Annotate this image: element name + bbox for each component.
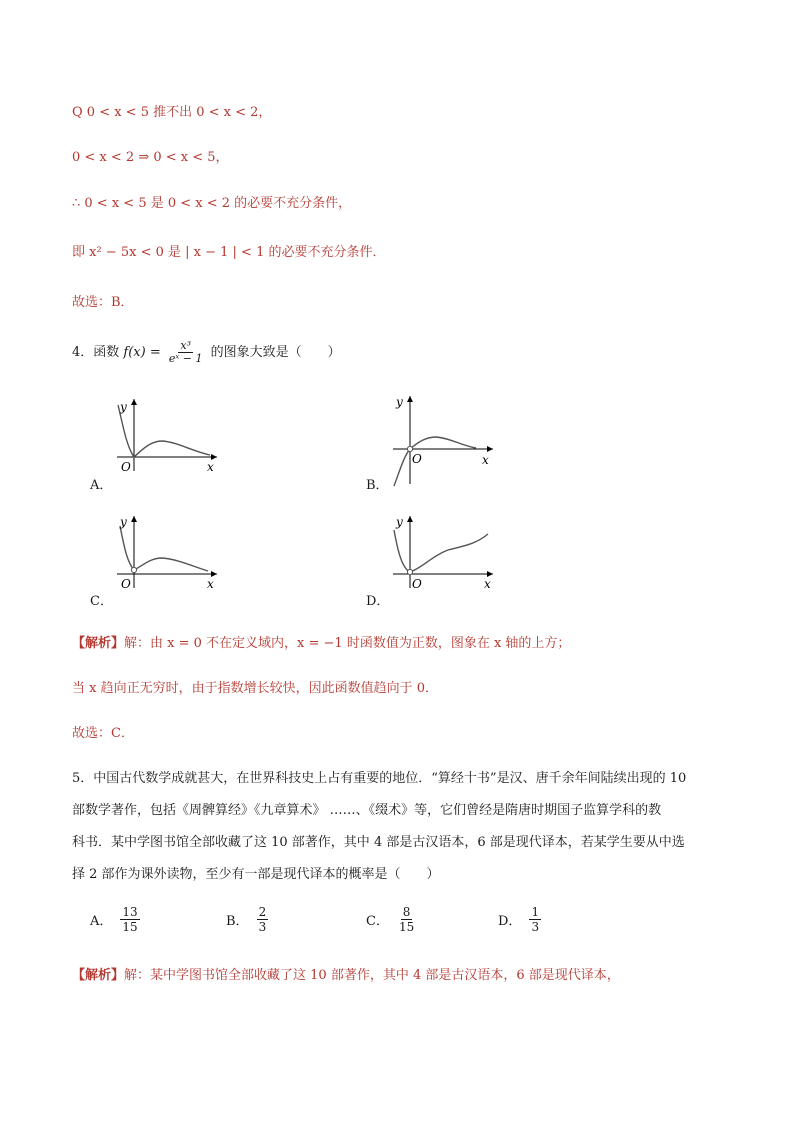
solution-line-3: ∴ 0 < x < 5 是 0 < x < 2 的必要不充分条件， — [72, 196, 352, 211]
question-4-stem — [72, 340, 341, 365]
q5-choice-c — [366, 905, 418, 934]
solution-answer: 故选：B． — [72, 295, 134, 310]
curve — [394, 437, 476, 486]
curve — [120, 526, 208, 571]
x-label: x — [484, 577, 491, 591]
graph-option-a — [112, 395, 222, 475]
choice-fraction — [120, 905, 139, 934]
choice-fraction — [257, 905, 269, 934]
q4-func-numerator: x³ — [180, 339, 191, 352]
choice-fraction — [529, 905, 541, 934]
analysis-tag: 【解析】 — [72, 968, 125, 983]
denominator: 15 — [398, 920, 415, 934]
denominator: 3 — [531, 920, 540, 934]
x-label: x — [482, 453, 489, 467]
option-a-label: A． — [90, 478, 113, 493]
solution-line-1: Q 0 < x < 5 推不出 0 < x < 2， — [72, 105, 272, 120]
graph-option-c — [112, 512, 222, 592]
question-5-line-1: 5．中国古代数学成就甚大，在世界科技史上占有重要的地位．“算经十书”是汉、唐千余年间陆续出现的 10 — [72, 771, 687, 786]
choice-label: A． — [90, 914, 113, 929]
graph-option-b — [388, 392, 498, 488]
analysis-text: 解：由 x = 0 不在定义域内，x = −1 时函数值为正数，图象在 x 轴的上方； — [124, 636, 571, 651]
q5-choice-a — [90, 905, 142, 934]
q4-func-fraction — [167, 340, 205, 365]
q5-analysis-line-1 — [72, 967, 620, 985]
q5-choice-b — [226, 905, 270, 934]
numerator: 8 — [402, 905, 411, 919]
denominator: 3 — [258, 920, 267, 934]
q4-suffix: 的图象大致是（ ） — [210, 345, 341, 360]
y-label: y — [396, 395, 403, 409]
y-label: y — [120, 515, 127, 529]
analysis-text: 解：某中学图书馆全部收藏了这 10 部著作，其中 4 部是古汉语本，6 部是现代译本， — [124, 968, 620, 983]
q5-choice-d — [498, 905, 543, 934]
choice-label: C． — [366, 914, 389, 929]
curve — [394, 530, 488, 572]
q4-analysis-answer: 故选：C． — [72, 726, 134, 741]
question-5-line-3: 科书．某中学图书馆全部收藏了这 10 部著作，其中 4 部是古汉语本，6 部是现代译本，若某学生要从中选 — [72, 835, 685, 850]
choice-fraction — [397, 905, 416, 934]
y-label: y — [396, 515, 403, 529]
x-label: x — [207, 460, 214, 474]
solution-line-4: 即 x² − 5x < 0 是 | x − 1 | < 1 的必要不充分条件． — [72, 245, 386, 260]
question-5-line-2: 部数学著作，包括《周髀算经》《九章算术》 ……、《缀术》等，它们曾经是隋唐时期国子监算学科的教 — [72, 803, 662, 818]
y-axis-arrow — [131, 516, 137, 522]
option-c-label: C． — [90, 594, 113, 609]
question-5-line-4: 择 2 部作为课外读物，至少有一部是现代译本的概率是（ ） — [72, 867, 440, 882]
origin-label: O — [121, 460, 131, 474]
y-axis-arrow — [131, 399, 137, 405]
q4-func-lhs: f(x) = — [123, 345, 161, 360]
x-axis-arrow — [487, 446, 493, 452]
q4-analysis-line-1 — [72, 635, 570, 653]
numerator: 13 — [122, 905, 138, 919]
open-point — [407, 446, 412, 451]
choice-label: B． — [226, 914, 249, 929]
y-axis-arrow — [407, 516, 413, 522]
analysis-tag: 【解析】 — [72, 636, 125, 651]
solution-line-2: 0 < x < 2 ⇒ 0 < x < 5， — [72, 150, 229, 165]
y-label: y — [120, 400, 127, 414]
option-b-label: B． — [366, 478, 389, 493]
denominator: 15 — [122, 920, 138, 934]
q4-analysis-line-2: 当 x 趋向正无穷时，由于指数增长较快，因此函数值趋向于 0． — [72, 681, 438, 696]
option-d-label: D． — [366, 594, 390, 609]
open-point — [407, 569, 412, 574]
choice-label: D． — [498, 914, 522, 929]
q4-prefix: 4．函数 — [72, 345, 120, 360]
origin-label: O — [412, 577, 422, 591]
numerator: 1 — [531, 905, 540, 919]
curve — [118, 405, 210, 457]
q4-func-denominator: eˣ − 1 — [168, 352, 203, 365]
numerator: 2 — [258, 905, 267, 919]
y-axis-arrow — [407, 396, 413, 402]
graph-option-d — [388, 512, 498, 592]
origin-label: O — [412, 452, 422, 466]
origin-label: O — [121, 577, 131, 591]
x-label: x — [207, 577, 214, 591]
open-point — [131, 567, 136, 572]
